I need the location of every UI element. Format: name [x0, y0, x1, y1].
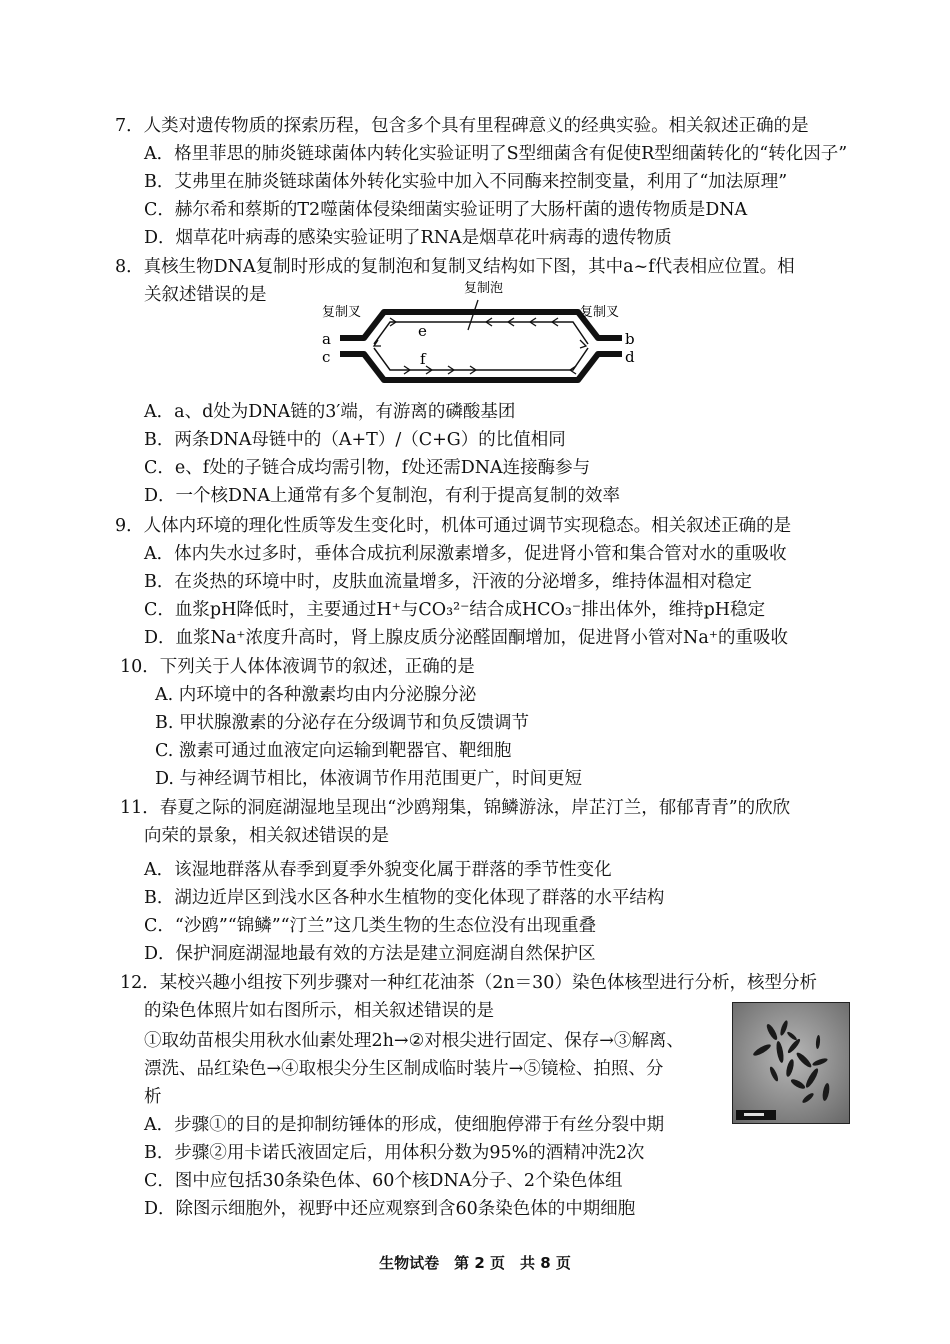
q11-option-c: C．“沙鸥”“锦鳞”“汀兰”这几类生物的生态位没有出现重叠 — [144, 916, 597, 936]
label-f: f — [420, 350, 426, 368]
replication-bubble-diagram — [318, 278, 638, 390]
q8-option-b: B．两条DNA母链中的（A+T）/（C+G）的比值相同 — [144, 430, 566, 450]
label-fork-left: 复制叉 — [322, 305, 362, 320]
q7-option-c: C．赫尔希和蔡斯的T2噬菌体侵染细菌实验证明了大肠杆菌的遗传物质是DNA — [144, 200, 748, 220]
q12-option-c: C．图中应包括30条染色体、60个核DNA分子、2个染色体组 — [144, 1171, 623, 1191]
q9-option-b: B．在炎热的环境中时，皮肤血流量增多，汗液的分泌增多，维持体温相对稳定 — [144, 572, 752, 592]
label-a: a — [322, 330, 331, 348]
arrow-fork-right — [580, 340, 586, 348]
q12-stem-line2: 的染色体照片如右图所示，相关叙述错误的是 — [144, 1001, 494, 1021]
label-d: d — [625, 348, 635, 366]
q8-stem-line2: 关叙述错误的是 — [144, 285, 267, 305]
q7-stem: 7．人类对遗传物质的探索历程，包含多个具有里程碑意义的经典实验。相关叙述正确的是 — [115, 116, 809, 136]
q9-option-a: A．体内失水过多时，垂体合成抗利尿激素增多，促进肾小管和集合管对水的重吸收 — [144, 544, 787, 564]
q12-option-d: D．除图示细胞外，视野中还应观察到含60条染色体的中期细胞 — [144, 1199, 636, 1219]
q11-option-b: B．湖边近岸区到浅水区各种水生植物的变化体现了群落的水平结构 — [144, 888, 665, 908]
q10-option-d: D. 与神经调节相比，体液调节作用范围更广，时间更短 — [155, 769, 583, 789]
q12-option-a: A．步骤①的目的是抑制纺锤体的形成，使细胞停滞于有丝分裂中期 — [144, 1115, 665, 1135]
q12-steps-line1: ①取幼苗根尖用秋水仙素处理2h→②对根尖进行固定、保存→③解离、 — [144, 1031, 684, 1051]
q10-stem: 10．下列关于人体体液调节的叙述，正确的是 — [120, 657, 475, 677]
q12-option-b: B．步骤②用卡诺氏液固定后，用体积分数为95%的酒精冲洗2次 — [144, 1143, 645, 1163]
q9-option-d: D．血浆Na⁺浓度升高时，肾上腺皮质分泌醛固酮增加，促进肾小管对Na⁺的重吸收 — [144, 628, 788, 648]
q11-option-d: D．保护洞庭湖湿地最有效的方法是建立洞庭湖自然保护区 — [144, 944, 596, 964]
q10-option-c: C. 激素可通过血液定向运输到靶器官、靶细胞 — [155, 741, 512, 761]
q11-stem-line1: 11．春夏之际的洞庭湖湿地呈现出“沙鸥翔集，锦鳞游泳，岸芷汀兰，郁郁青青”的欣欣 — [120, 798, 791, 818]
q8-stem-line1: 8．真核生物DNA复制时形成的复制泡和复制叉结构如下图，其中a~f代表相应位置。相 — [115, 257, 795, 277]
q11-stem-line2: 向荣的景象，相关叙述错误的是 — [144, 826, 389, 846]
label-fork-right: 复制叉 — [580, 305, 620, 320]
q10-option-a: A. 内环境中的各种激素均由内分泌腺分泌 — [155, 685, 477, 705]
page-footer: 生物试卷 第 2 页 共 8 页 — [379, 1254, 571, 1272]
q7-option-d: D．烟草花叶病毒的感染实验证明了RNA是烟草花叶病毒的遗传物质 — [144, 228, 672, 248]
label-bubble: 复制泡 — [464, 281, 504, 296]
q12-steps-line3: 析 — [144, 1087, 162, 1107]
q10-option-b: B. 甲状腺激素的分泌存在分级调节和负反馈调节 — [155, 713, 529, 733]
q12-steps-line2: 漂洗、品红染色→④取根尖分生区制成临时装片→⑤镜检、拍照、分 — [144, 1059, 664, 1079]
q11-option-a: A．该湿地群落从春季到夏季外貌变化属于群落的季节性变化 — [144, 860, 612, 880]
parental-strand-bottom — [340, 354, 622, 380]
label-e: e — [418, 322, 427, 340]
q12-stem-line1: 12．某校兴趣小组按下列步骤对一种红花油茶（2n＝30）染色体核型进行分析，核型分析 — [120, 973, 817, 993]
q8-option-c: C．e、f处的子链合成均需引物，f处还需DNA连接酶参与 — [144, 458, 591, 478]
q9-stem: 9．人体内环境的理化性质等发生变化时，机体可通过调节实现稳态。相关叙述正确的是 — [115, 516, 792, 536]
q8-option-a: A．a、d处为DNA链的3′端，有游离的磷酸基团 — [144, 402, 516, 422]
label-c: c — [322, 348, 331, 366]
q7-option-a: A．格里菲思的肺炎链球菌体内转化实验证明了S型细菌含有促使R型细菌转化的“转化因子” — [144, 144, 848, 164]
q9-option-c: C．血浆pH降低时，主要通过H⁺与CO₃²⁻结合成HCO₃⁻排出体外，维持pH稳定 — [144, 600, 766, 620]
q7-option-b: B．艾弗里在肺炎链球菌体外转化实验中加入不同酶来控制变量，利用了“加法原理” — [144, 172, 788, 192]
chromosome-photo — [732, 1002, 850, 1124]
q8-option-d: D．一个核DNA上通常有多个复制泡，有利于提高复制的效率 — [144, 486, 621, 506]
label-b: b — [625, 330, 635, 348]
